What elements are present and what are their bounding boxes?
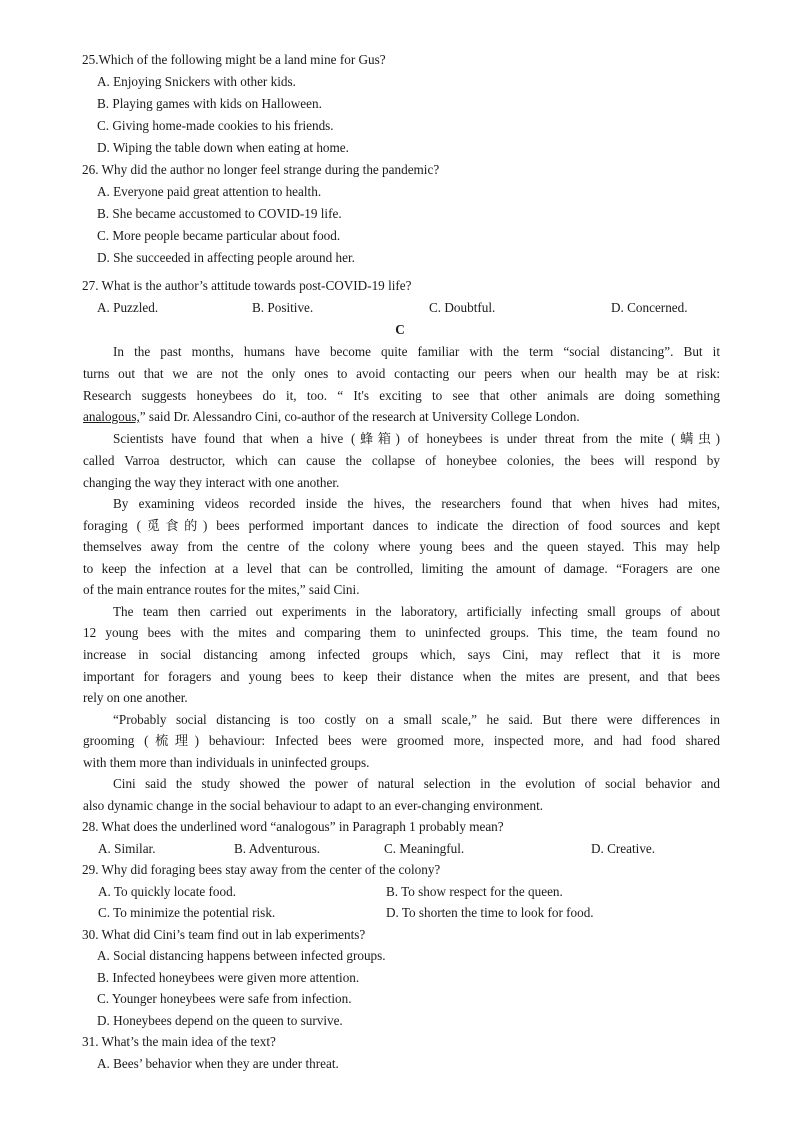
q29-question: 29. Why did foraging bees stay away from the center of the colony? [82, 862, 441, 877]
q29-option-d: D. To shorten the time to look for food. [386, 905, 594, 920]
q30-option-d: D. Honeybees depend on the queen to survive. [97, 1013, 343, 1028]
q29-option-a: A. To quickly locate food. [98, 884, 237, 899]
passage-line: important for foragers and young bees to keep their distance when the mites are present, and that bees [83, 669, 720, 684]
passage-line: foraging (觅食的) bees performed important dances to indicate the direction of food sources and kept [83, 518, 720, 533]
q27-option-b: B. Positive. [252, 300, 314, 315]
q28-option-d: D. Creative. [591, 841, 656, 856]
q25-option-c: C. Giving home-made cookies to his friends. [97, 118, 334, 133]
passage-line: themselves away from the centre of the colony where young bees and the queen stayed. This may help [83, 539, 720, 554]
passage-line: with them more than individuals in uninfected groups. [83, 755, 370, 770]
passage-line: called Varroa destructor, which can cause the collapse of honeybee colonies, the bees will respond by [83, 453, 720, 468]
passage-line: In the past months, humans have become quite familiar with the term “social distancing”. But it [113, 344, 720, 359]
passage-line: also dynamic change in the social behaviour to adapt to an ever-changing environment. [83, 798, 544, 813]
q28-option-c: C. Meaningful. [384, 841, 465, 856]
passage-line-rest: ” said Dr. Alessandro Cini, co-author of the research at University College London. [139, 409, 580, 424]
passage-line: to keep the infection at a level that can be controlled, limiting the amount of damage. “Foragers are one [83, 561, 720, 576]
section-c-heading: C [395, 322, 405, 337]
q29-option-c: C. To minimize the potential risk. [98, 905, 276, 920]
passage-line: increase in social distancing among infected groups which, says Cini, may reflect that it is more [83, 647, 720, 662]
q28-option-a: A. Similar. [98, 841, 156, 856]
q31-question: 31. What’s the main idea of the text? [82, 1034, 276, 1049]
q26-option-b: B. She became accustomed to COVID-19 life. [97, 206, 342, 221]
q30-option-b: B. Infected honeybees were given more attention. [97, 970, 360, 985]
q26-question: 26. Why did the author no longer feel strange during the pandemic? [82, 162, 440, 177]
q26-option-c: C. More people became particular about food. [97, 228, 341, 243]
q27-question: 27. What is the author’s attitude towards post-COVID-19 life? [82, 278, 412, 293]
q27-option-c: C. Doubtful. [429, 300, 496, 315]
q25-option-a: A. Enjoying Snickers with other kids. [97, 74, 296, 89]
passage-line: changing the way they interact with one another. [83, 475, 340, 490]
q30-option-a: A. Social distancing happens between infected groups. [97, 948, 386, 963]
underlined-word-analogous: analogous, [83, 409, 140, 424]
q25-option-b: B. Playing games with kids on Halloween. [97, 96, 322, 111]
q27-option-a: A. Puzzled. [97, 300, 159, 315]
q31-option-a: A. Bees’ behavior when they are under threat. [97, 1056, 339, 1071]
q25-question: 25.Which of the following might be a land mine for Gus? [82, 52, 386, 67]
q26-option-a: A. Everyone paid great attention to health. [97, 184, 322, 199]
passage-line: The team then carried out experiments in the laboratory, artificially infecting small groups of about [113, 604, 720, 619]
q26-option-d: D. She succeeded in affecting people around her. [97, 250, 355, 265]
passage-line: Scientists have found that when a hive (蜂箱) of honeybees is under threat from the mite (螨虫) [113, 431, 720, 446]
passage-line: grooming (梳理) behaviour: Infected bees were groomed more, inspected more, and had food shared [83, 733, 720, 748]
q29-option-b: B. To show respect for the queen. [386, 884, 563, 899]
passage-line: of the main entrance routes for the mites,” said Cini. [83, 582, 360, 597]
q28-option-b: B. Adventurous. [234, 841, 321, 856]
passage-line: 12 young bees with the mites and comparing them to uninfected groups. This time, the team found no [83, 625, 720, 640]
q28-question: 28. What does the underlined word “analogous” in Paragraph 1 probably mean? [82, 819, 504, 834]
passage-line: rely on one another. [83, 690, 188, 705]
q27-option-d: D. Concerned. [611, 300, 688, 315]
passage-line: Cini said the study showed the power of natural selection in the evolution of social behavior and [113, 776, 720, 791]
q30-option-c: C. Younger honeybees were safe from infection. [97, 991, 352, 1006]
passage-line: turns out that we are not the only ones to avoid contacting our peers when our health may be at risk: [83, 366, 720, 381]
passage-line: “Probably social distancing is too costly on a small scale,” he said. But there were differences in [113, 712, 720, 727]
passage-line: By examining videos recorded inside the hives, the researchers found that when hives had mites, [113, 496, 720, 511]
q25-option-d: D. Wiping the table down when eating at home. [97, 140, 349, 155]
passage-line [83, 409, 720, 425]
q30-question: 30. What did Cini’s team find out in lab experiments? [82, 927, 366, 942]
passage-line: Research suggests honeybees do it, too. “ It's exciting to see that other animals are doing something [83, 388, 720, 403]
